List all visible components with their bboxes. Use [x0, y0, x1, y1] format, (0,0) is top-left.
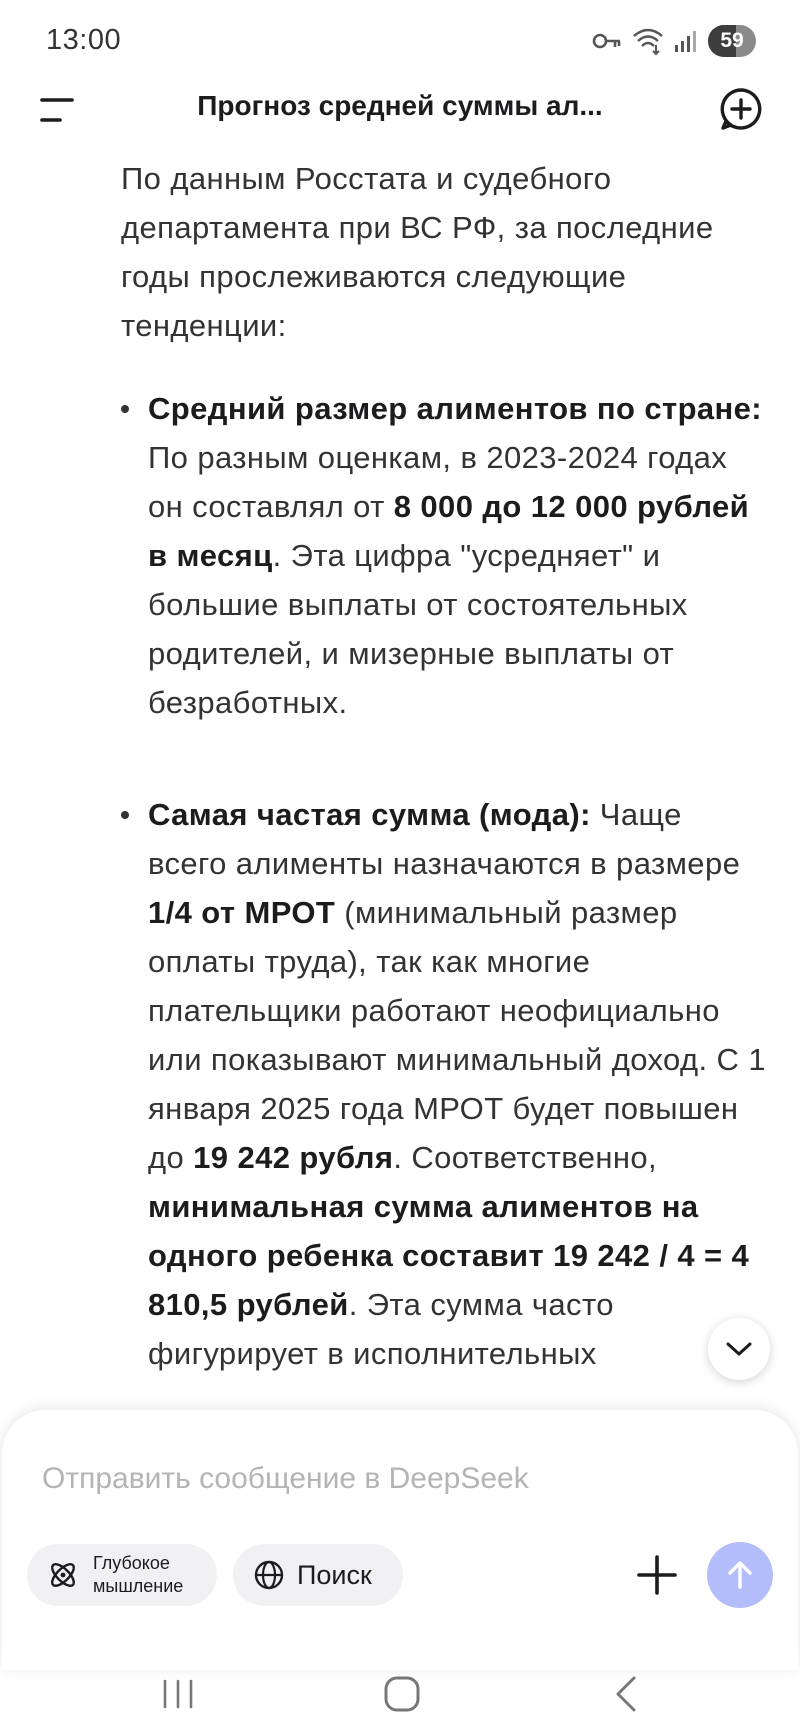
- status-time: 13:00: [46, 24, 122, 56]
- globe-icon: [253, 1559, 285, 1591]
- home-icon: [383, 1675, 421, 1713]
- attach-button[interactable]: [632, 1550, 682, 1600]
- chat-title[interactable]: Прогноз средней суммы ал...: [197, 90, 603, 121]
- wifi-icon: [632, 27, 664, 55]
- chat-header: [0, 84, 800, 134]
- bullet-average-amount: [148, 384, 768, 727]
- battery-level: 59: [720, 29, 744, 52]
- send-button[interactable]: [707, 1542, 773, 1608]
- new-chat-button[interactable]: [718, 86, 764, 132]
- recent-apps-button[interactable]: [138, 1670, 218, 1718]
- bullet-text: . Эта сумма часто фигурирует в исполнительных: [148, 1287, 614, 1371]
- search-label: Поиск: [297, 1559, 372, 1590]
- bullet-bold-text: минимальная сумма алиментов на одного ребенка составит 19 242 / 4 = 4 810,5 рублей: [148, 1189, 750, 1322]
- message-input[interactable]: [42, 1462, 642, 1496]
- message-content: [0, 134, 800, 1410]
- new-chat-plus-icon: [718, 86, 764, 132]
- bullet-most-frequent-amount: [148, 790, 768, 1378]
- bullet-text: По разным оценкам, в 2023-2024 годах он составлял от: [148, 440, 728, 524]
- bullet-text: . Соответственно,: [393, 1140, 658, 1175]
- vpn-key-icon: [592, 30, 622, 52]
- signal-icon: [674, 29, 698, 53]
- bullet-heading: Средний размер алиментов по стране:: [148, 391, 763, 426]
- bullet-text: Чаще всего алименты назначаются в размере: [148, 797, 741, 881]
- chevron-down-icon: [725, 1340, 753, 1358]
- system-nav-bar: [0, 1670, 800, 1733]
- deep-thinking-button[interactable]: [27, 1544, 217, 1606]
- bullet-text: (минимальный размер оплаты труда), так как многие плательщики работают неофициально или показывают минимальный доход. С 1 января 2025 года МРОТ будет повышен до: [148, 895, 766, 1175]
- search-button[interactable]: [233, 1544, 403, 1606]
- bullet-heading: Самая частая сумма (мода):: [148, 797, 591, 832]
- recent-apps-icon: [161, 1679, 195, 1709]
- bullet-bold-text: 8 000 до 12 000 рублей в месяц: [148, 489, 750, 573]
- menu-icon: [38, 94, 78, 126]
- menu-button[interactable]: [38, 94, 78, 126]
- deep-thinking-label: Глубокое мышление: [93, 1553, 184, 1596]
- message-composer: [2, 1410, 798, 1670]
- battery-icon: [708, 25, 756, 57]
- home-button[interactable]: [362, 1670, 442, 1718]
- bullet-bold-text: 19 242 рубля: [193, 1140, 394, 1175]
- status-bar: [0, 0, 800, 84]
- bullet-bold-text: 1/4 от МРОТ: [148, 895, 336, 930]
- status-icons: [592, 22, 756, 60]
- back-button[interactable]: [586, 1670, 666, 1718]
- bullet-dot: [121, 811, 129, 819]
- bullet-text: . Эта цифра "усредняет" и большие выплаты от состоятельных родителей, и мизерные выплаты от безработных.: [148, 538, 688, 720]
- bullet-dot: [121, 405, 129, 413]
- atom-icon: [47, 1559, 79, 1591]
- arrow-up-icon: [723, 1558, 757, 1592]
- scroll-to-bottom-button[interactable]: [708, 1318, 770, 1380]
- plus-icon: [632, 1550, 682, 1600]
- message-intro: По данным Росстата и судебного департамента при ВС РФ, за последние годы прослеживаются следующие тенденции:: [121, 161, 714, 343]
- back-icon: [613, 1675, 639, 1713]
